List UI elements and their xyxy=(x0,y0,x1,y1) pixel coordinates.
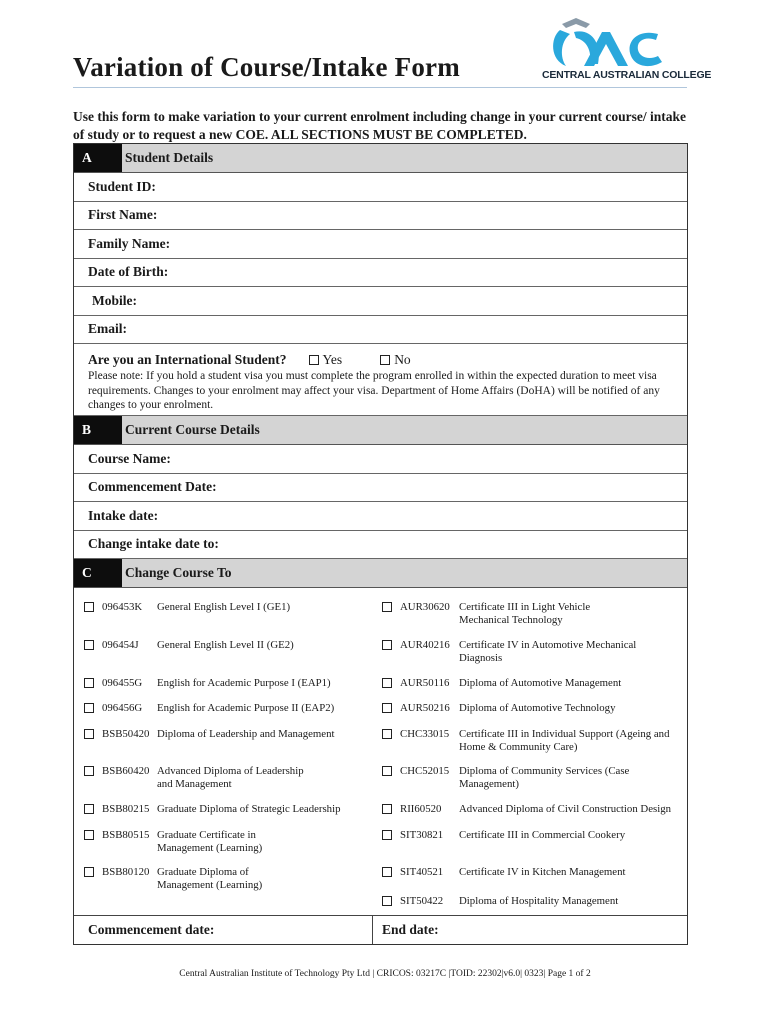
course-name-cont: Home & Community Care) xyxy=(459,741,578,753)
course-checkbox[interactable] xyxy=(382,602,392,612)
yes-label: Yes xyxy=(322,352,343,367)
course-name: Certificate IV in Automotive Mechanical xyxy=(459,639,637,651)
course-checkbox[interactable] xyxy=(382,766,392,776)
intro-text: Use this form to make variation to your current enrolment including change in your current course/ intake of study or to request a new COE. ALL SECTIONS MUST BE COMPLETED. xyxy=(73,109,686,142)
form-table xyxy=(73,143,688,945)
course-checkbox[interactable] xyxy=(382,830,392,840)
course-name: Advanced Diploma of Leadership xyxy=(157,765,304,777)
course-code: BSB80215 xyxy=(102,803,150,815)
course-option[interactable] xyxy=(382,728,669,754)
new-commencement-date-field[interactable]: Commencement date: xyxy=(74,916,373,944)
course-name: English for Academic Purpose II (EAP2) xyxy=(157,702,335,714)
course-name: Certificate IV in Kitchen Management xyxy=(459,866,626,878)
international-student-block xyxy=(74,344,687,416)
dates-row xyxy=(74,916,687,944)
course-code: 096454J xyxy=(102,639,139,651)
course-code: BSB80515 xyxy=(102,829,150,841)
section-b-title: Current Course Details xyxy=(125,422,260,437)
course-name: Advanced Diploma of Civil Construction Design xyxy=(459,803,672,815)
course-checkbox[interactable] xyxy=(382,678,392,688)
course-name-cont: Diagnosis xyxy=(459,652,503,664)
course-checkbox[interactable] xyxy=(84,678,94,688)
course-code: SIT40521 xyxy=(400,866,444,878)
section-a-letter: A xyxy=(74,144,122,172)
course-checkbox[interactable] xyxy=(382,703,392,713)
course-code: BSB50420 xyxy=(102,728,150,740)
course-checkbox[interactable] xyxy=(382,867,392,877)
section-b-header xyxy=(74,416,687,445)
course-name-cont: Management (Learning) xyxy=(157,879,263,891)
visa-note: Please note: If you hold a student visa you must complete the program enrolled in within the expected duration to meet visa requirements. Changes to your enrolment may affect your visa. Department of Home Affairs (DoHA) will be notified of any changes to your enrolment. xyxy=(88,370,660,411)
section-c-header xyxy=(74,559,687,588)
course-name: Diploma of Hospitality Management xyxy=(459,895,619,907)
course-code: AUR40216 xyxy=(400,639,450,651)
section-a-header xyxy=(74,144,687,173)
header-divider xyxy=(73,87,687,88)
course-name: Diploma of Community Services (Case xyxy=(459,765,630,777)
course-code: BSB60420 xyxy=(102,765,150,777)
intake-date-field[interactable]: Intake date: xyxy=(74,502,687,531)
course-option[interactable] xyxy=(84,677,331,690)
course-name: Graduate Diploma of xyxy=(157,866,249,878)
course-code: RII60520 xyxy=(400,803,442,815)
course-option[interactable] xyxy=(84,866,262,892)
course-checkbox[interactable] xyxy=(84,703,94,713)
course-option[interactable] xyxy=(84,702,334,715)
course-code: 096456G xyxy=(102,702,143,714)
course-option[interactable] xyxy=(382,866,626,879)
course-code: CHC33015 xyxy=(400,728,450,740)
course-option[interactable] xyxy=(84,728,335,741)
course-options xyxy=(74,588,687,916)
course-checkbox[interactable] xyxy=(84,602,94,612)
college-logo-text: CENTRAL AUSTRALIAN COLLEGE xyxy=(542,69,712,81)
course-option[interactable] xyxy=(382,765,629,791)
course-name-cont: and Management xyxy=(157,778,232,790)
email-field[interactable]: Email: xyxy=(74,316,687,345)
course-name: English for Academic Purpose I (EAP1) xyxy=(157,677,331,689)
course-code: 096455G xyxy=(102,677,143,689)
form-title: Variation of Course/Intake Form xyxy=(73,52,460,82)
no-label: No xyxy=(394,352,411,367)
course-code: SIT50422 xyxy=(400,895,444,907)
date-of-birth-field[interactable]: Date of Birth: xyxy=(74,259,687,288)
course-option[interactable] xyxy=(84,601,290,614)
course-checkbox[interactable] xyxy=(84,830,94,840)
family-name-field[interactable]: Family Name: xyxy=(74,230,687,259)
course-checkbox[interactable] xyxy=(382,640,392,650)
course-option[interactable] xyxy=(84,829,262,855)
course-code: BSB80120 xyxy=(102,866,150,878)
course-checkbox[interactable] xyxy=(382,729,392,739)
course-checkbox[interactable] xyxy=(84,804,94,814)
course-option[interactable] xyxy=(84,639,294,652)
course-option[interactable] xyxy=(382,702,615,715)
course-name-cont: Management) xyxy=(459,778,519,790)
course-code: AUR50216 xyxy=(400,702,450,714)
mobile-field[interactable]: Mobile: xyxy=(74,287,687,316)
course-option[interactable] xyxy=(382,895,618,908)
course-name: Certificate III in Light Vehicle xyxy=(459,601,591,613)
international-question: Are you an International Student? xyxy=(88,352,287,367)
course-option[interactable] xyxy=(382,601,590,627)
course-name: Diploma of Automotive Management xyxy=(459,677,622,689)
course-option[interactable] xyxy=(382,677,621,690)
course-code: AUR50116 xyxy=(400,677,450,689)
course-name: General English Level II (GE2) xyxy=(157,639,294,651)
section-b-letter: B xyxy=(74,416,122,444)
yes-checkbox[interactable] xyxy=(309,355,319,365)
course-code: 096453K xyxy=(102,601,143,613)
course-checkbox[interactable] xyxy=(382,804,392,814)
course-name-field[interactable]: Course Name: xyxy=(74,445,687,474)
section-a-title: Student Details xyxy=(125,150,214,165)
section-c-letter: C xyxy=(74,559,122,587)
course-code: SIT30821 xyxy=(400,829,444,841)
page-footer: Central Australian Institute of Technology Pty Ltd | CRICOS: 03217C |TOID: 22302|v6.0| 0323| Page 1 of 2 xyxy=(179,969,591,979)
no-checkbox[interactable] xyxy=(380,355,390,365)
course-name: Certificate III in Commercial Cookery xyxy=(459,829,626,841)
first-name-field[interactable]: First Name: xyxy=(74,202,687,231)
course-name-cont: Mechanical Technology xyxy=(459,614,563,626)
course-name: Diploma of Automotive Technology xyxy=(459,702,616,714)
end-date-field[interactable]: End date: xyxy=(382,922,439,937)
course-name: Graduate Diploma of Strategic Leadership xyxy=(157,803,341,815)
course-name: Diploma of Leadership and Management xyxy=(157,728,335,740)
course-option[interactable] xyxy=(382,829,625,842)
course-option[interactable] xyxy=(382,639,636,665)
student-id-field[interactable]: Student ID: xyxy=(74,173,687,202)
course-name: General English Level I (GE1) xyxy=(157,601,291,613)
course-checkbox[interactable] xyxy=(84,640,94,650)
course-checkbox[interactable] xyxy=(84,729,94,739)
course-name-cont: Management (Learning) xyxy=(157,842,263,854)
course-name: Graduate Certificate in xyxy=(157,829,256,841)
course-name: Certificate III in Individual Support (Ageing and xyxy=(459,728,670,740)
course-option[interactable] xyxy=(84,803,340,816)
course-checkbox[interactable] xyxy=(382,896,392,906)
section-c-title: Change Course To xyxy=(125,565,232,580)
change-intake-date-field[interactable]: Change intake date to: xyxy=(74,531,687,560)
course-checkbox[interactable] xyxy=(84,766,94,776)
no-option[interactable] xyxy=(380,352,411,368)
yes-option[interactable] xyxy=(309,352,343,368)
course-option[interactable] xyxy=(382,803,671,816)
commencement-date-field[interactable]: Commencement Date: xyxy=(74,474,687,503)
course-code: CHC52015 xyxy=(400,765,450,777)
course-code: AUR30620 xyxy=(400,601,450,613)
course-option[interactable] xyxy=(84,765,304,791)
course-checkbox[interactable] xyxy=(84,867,94,877)
